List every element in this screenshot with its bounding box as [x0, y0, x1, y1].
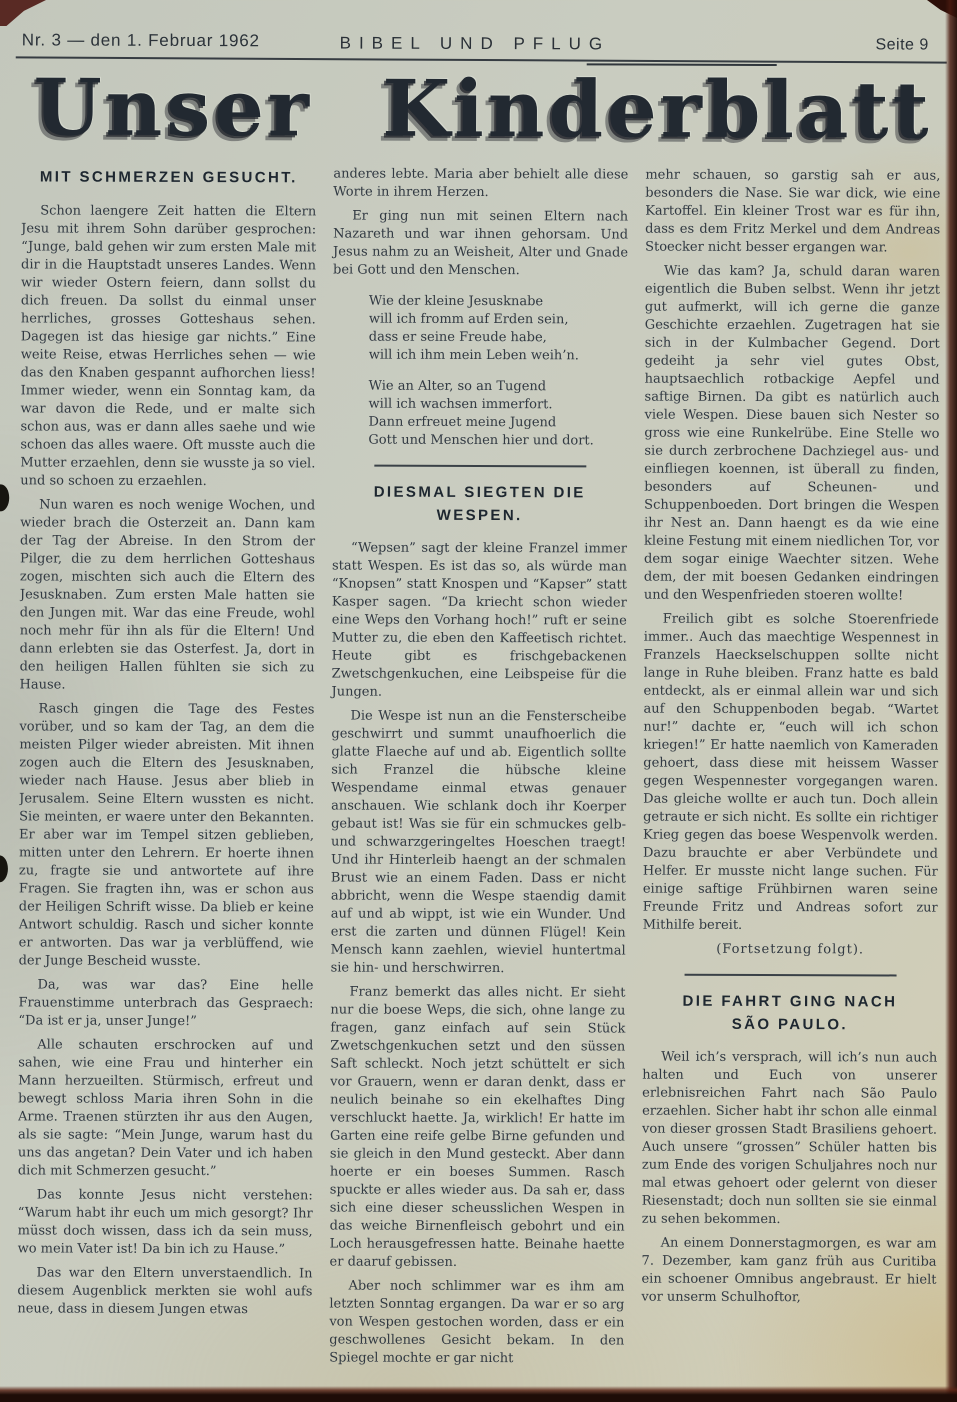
poem-line: Wie an Alter, so an Tugend: [368, 378, 547, 395]
paragraph: An einem Donnerstagmorgen, es war am 7. Dezember, kam ganz früh aus Curitiba ein schoener Omnibus angebraust. Er hielt vor unserm Schulhoftor,: [641, 1235, 937, 1306]
paragraph: “Wepsen” sagt der kleine Franzel immer statt Wespen. Es ist das so, als würde man “Knopsen” statt Knospen und “Kapser” statt Kasper sagen. “Da kriecht schon wieder eine Weps den Vorhang hoch!” ruft er seine Mutter zu, die eben den Kaffeetisch richtet. Heute gibt es frischgebackenen Zwetschgenkuchen, eine Leibspeise für die Jungen.: [331, 540, 628, 700]
paragraph: Franz bemerkt das alles nicht. Er sieht nur die boese Weps, die sich, ohne lange zu fragen, ganz einfach auf sein Stück Zwetschgenkuchen setzt und den süssen Saft schleckt. Noch jetzt schüttelt er sich vor Grauern, wenn er daran denkt, dass er neulich beinahe so ein ekelhaftes Ding verschluckt haette. Ja, wirklich! Er hatte im Garten eine reife gelbe Birne gefunden und sie gleich in den Mund gesteckt. Aber dann hoerte er ein boeses Summen. Rasch spuckte er alles wieder aus. Da sah er, dass sich eine dieser scheusslichen Wespen in das weiche Birnenfleisch gebohrt und ein Loch herausgefressen hatte. Beinahe haette er daaruf gebissen.: [329, 984, 626, 1270]
page-header: [2, 0, 957, 72]
continuation-note: (Fortsetzung folgt).: [716, 941, 865, 958]
masthead-title: [33, 62, 932, 161]
poem-line: dass er seine Freude habe,: [368, 329, 547, 346]
paragraph: Wie das kam? Ja, schuld daran waren eigentlich die Buben selbst. Wenn ihr jetzt gut aufmerkt, will ich gerne die ganze Geschichte erzaehlen. Zugetragen hat sie sich in der Kulmbacher Gegend. Dort gedeiht ja sehr viel gutes Obst, hauptsaechlich rotbackige Aepfel und saftige Birnen. Da gibt es natürlich auch viele Wespen. Diese bauen sich Nester so gross wie eine Runkelrübe. Eine Stelle wo sie durch zerbrochene Dachziegel aus- und einfliegen koennen, ist überall zu finden, besonders auf Scheunen- und Schuppenboeden. Dort bringen die Wespen ihr Nest an. Dann haengt es da wie eine kleine Festung mit einem niedlichen Tor, vor dem sogar einige Waechter sitzen. Wehe dem, der mit boesen Gedanken eindringen und den Wespenfrieden stoeren wollte!: [643, 263, 941, 604]
section-divider: [374, 465, 586, 468]
article-title-die-fahrt-ging-nach-sao-paulo: [642, 991, 937, 1037]
paragraph: Freilich gibt es solche Stoerenfriede immer.. Auch das maechtige Wespennest in Franzels Haeckselschuppen sollte nicht lange in Ruhe bleiben. Franz hatte es bald entdeckt, als er einmal allein war und sich auf den Schuppenboden begab. “Wartet nur!” dachte er, “euch will ich schon kriegen!” Er hatte naemlich von Kameraden gehoert, dass diese mit heissem Wasser gegen Wespennester vorgegangen waren. Das gleiche wollte er auch tun. Doch allein getraute er sich nicht. Es sollte ein richtiger Krieg gegen das boese Wespenvolk werden. Dazu brauchte er aber Verbündete und Helfer. Er musste nicht lange suchen. Für einige saftige Frühbirnen waren seine Freunde Fritz und Andreas sofort zur Mithilfe bereit.: [642, 611, 939, 933]
column-3: [641, 167, 940, 1388]
paragraph: Weil ich’s versprach, will ich’s nun auch halten und Euch von unserer erlebnisreichen Fahrt nach São Paulo erzaehlen. Sicher habt ihr schon alle einmal von dieser grossen Stadt Brasiliens gehoert. Auch unsere “grossen” Schüler hatten bis zum Ende des vorigen Schuljahres noch nur mal etwas gehoert oder gelernt von dieser Riesenstadt; doch nun sollten sie sie einmal zu sehen bekommen.: [641, 1049, 938, 1228]
title-line-2: SÃO PAULO.: [731, 1015, 849, 1033]
column-1: [17, 164, 316, 1385]
page-number: Seite 9: [875, 36, 929, 54]
paragraph: Die Wespe ist nun an die Fensterscheibe geschwirrt und summt unaufhoerlich die glatte Flaeche auf und ab. Eigentlich sollte sich Franzel die hübsche kleine Wespendame einmal etwas genauer anschauen. Wie schlank doch ihr Koerper gebaut ist! Was sie für ein schmuckes gelb- und schwarzgeringeltes Hoeschen traegt! Und ihr Hinterleib haengt an der schmalen Brust wie an einem Faden. Dass er nicht abbricht, wenn die Wespe staendig damit auf und ab wippt, ist wie ein Wunder. Und erst die zarten und dünnen Flügel! Kein Mensch kann zaehlen, wieviel huntertmal sie hin- und herschwirren.: [330, 708, 627, 977]
masthead-word-kinderblatt: Kinderblatt: [382, 63, 933, 157]
section-divider: [684, 974, 896, 977]
paragraph: Schon laengere Zeit hatten die Eltern Jesu mit ihrem Sohn darüber gesprochen: “Junge, bald gehen wir zum ersten Male mit dir in die Hauptstadt unseres Landes. Wenn wir wieder Ostern feiern, dann sollst du dich freuen. Da sollst du einmal unser herrliches, grosses Gotteshaus sehen. Dagegen ist das hiesige gar nichts.” Eine weite Reise, etwas Herrliches sehen — wie das den Knaben gespannt aufhorchen liess! Immer wieder, wenn ein Sonntag kam, da war davon die Rede, und er malte sich schon aus, was er dann alles saehe und wie schoen das alles waere. Oft musste auch die Mutter erzaehlen, denn sie wusste ja so viel. und so schoen zu erzaehlen.: [20, 202, 317, 489]
article-title-diesmal-siegten-die-wespen: DIESMAL SIEGTEN DIE WESPEN.: [373, 483, 586, 524]
paragraph: Er ging nun mit seinen Eltern nach Nazareth und war ihnen gehorsam. Und Jesus nahm zu an Weisheit, Alter und Gnade bei Gott und den Menschen.: [332, 208, 629, 279]
article-columns: [17, 164, 940, 1387]
paragraph-continued: mehr schauen, so garstig sah er aus, besonders die Nase. Sie war dick, wie eine Kartoffel. Ein kleiner Trost war es für ihn, dass es dem Fritz Merkel und dem Andreas Stoecker nicht besser ergangen war.: [645, 167, 941, 256]
punch-hole: [0, 855, 8, 882]
paragraph: Nun waren es noch wenige Wochen, und wieder brach die Osterzeit an. Dann kam der Tag der Abreise. In den Strom der Pilger, die zu dem herrlichen Gotteshaus zogen, mischten sich auch die Eltern des Jesusknaben. Zum ersten Male hatten sie den Jungen mit. War das eine Freude, wohl noch mehr für ihn als für die Eltern! Und dann erlebten sie das Osterfest. Ja, dort in den heiligen Hallen fühlten sie sich zu Hause.: [19, 496, 316, 693]
paragraph: Das war den Eltern unverstaendlich. In diesem Augenblick merkten sie wohl aufs neue, dass in diesem Jungen etwas: [17, 1264, 313, 1317]
title-line-1: DIE FAHRT GING NACH: [682, 992, 898, 1011]
paragraph: Alle schauten erschrocken auf und sahen, wie eine Frau und hinterher ein Mann herzueilten. Stürmisch, erfreut und bewegt schloss Maria ihren Sohn in die Arme. Traenen stürzten ihr aus den Augen, als sie sagte: “Mein Junge, warum hast du uns das angetan? Dein Vater und ich haben dich mit Schmerzen gesucht.”: [17, 1036, 314, 1179]
poem-stanza-1: [369, 293, 628, 366]
masthead-word-unser: Unser: [33, 62, 314, 155]
poem-line: will ich ihm mein Leben weih’n.: [368, 347, 579, 364]
paragraph: Rasch gingen die Tage des Festes vorüber, und so kam der Tag, an dem die meisten Pilger wieder abreisten. Mit ihnen zogen auch die Eltern des Jesusknaben, wieder nach Hause. Jesus aber blieb in Jerusalem. Seine Eltern wussten es nicht. Sie meinten, er waere unter den Bekannten. Er aber war im Tempel sitzen geblieben, mitten unter den Lehrern. Er hoerte ihnen zu, fragte sie und antwortete auf ihre Fragen. Sie fragten ihn, was er schon aus der Heiligen Schrift wisse. Da blieb er keine Antwort schuldig. Rasch und sicher konnte er antworten. Das war ja verblüffend, wie der Junge Bescheid wusste.: [18, 700, 315, 969]
poem-line: Dann erfreuet meine Jugend: [368, 414, 557, 431]
poem-stanza-2: [368, 378, 627, 451]
paragraph-continued: anderes lebte. Maria aber behielt alle diese Worte in ihrem Herzen.: [333, 166, 629, 201]
issue-date: Nr. 3 — den 1. Februar 1962: [21, 30, 260, 51]
punch-hole: [0, 484, 9, 511]
paragraph: Da, was war das? Eine helle Frauenstimme unterbrach das Gespraech: “Da ist er ja, unser Junge!”: [18, 976, 314, 1029]
column-2: [329, 165, 628, 1386]
poem-line: will ich fromm auf Erden sein,: [368, 311, 569, 328]
poem-line: Gott und Menschen hier und dort.: [368, 432, 594, 449]
poem-line: Wie der kleine Jesusknabe: [368, 293, 544, 310]
publication-name: BIBEL UND PFLUG: [339, 33, 611, 54]
article-title-mit-schmerzen-gesucht: MIT SCHMERZEN GESUCHT.: [39, 168, 298, 187]
paragraph: Das konnte Jesus nicht verstehen: “Warum habt ihr euch um mich gesorgt? Ihr müsst doch wissen, dass ich da sein muss, wo mein Vater ist! Da bin ich zu Hause.”: [17, 1186, 313, 1257]
scan-edge-shadow: [945, 0, 957, 1402]
poem-line: will ich wachsen immerfort.: [368, 396, 553, 413]
paragraph: Aber noch schlimmer war es ihm am letzten Sonntag ergangen. Da war er so arg von Wespen gestochen worden, dass er ein geschwollenes Gesicht bekam. In den Spiegel mochte er gar nicht: [329, 1278, 625, 1367]
